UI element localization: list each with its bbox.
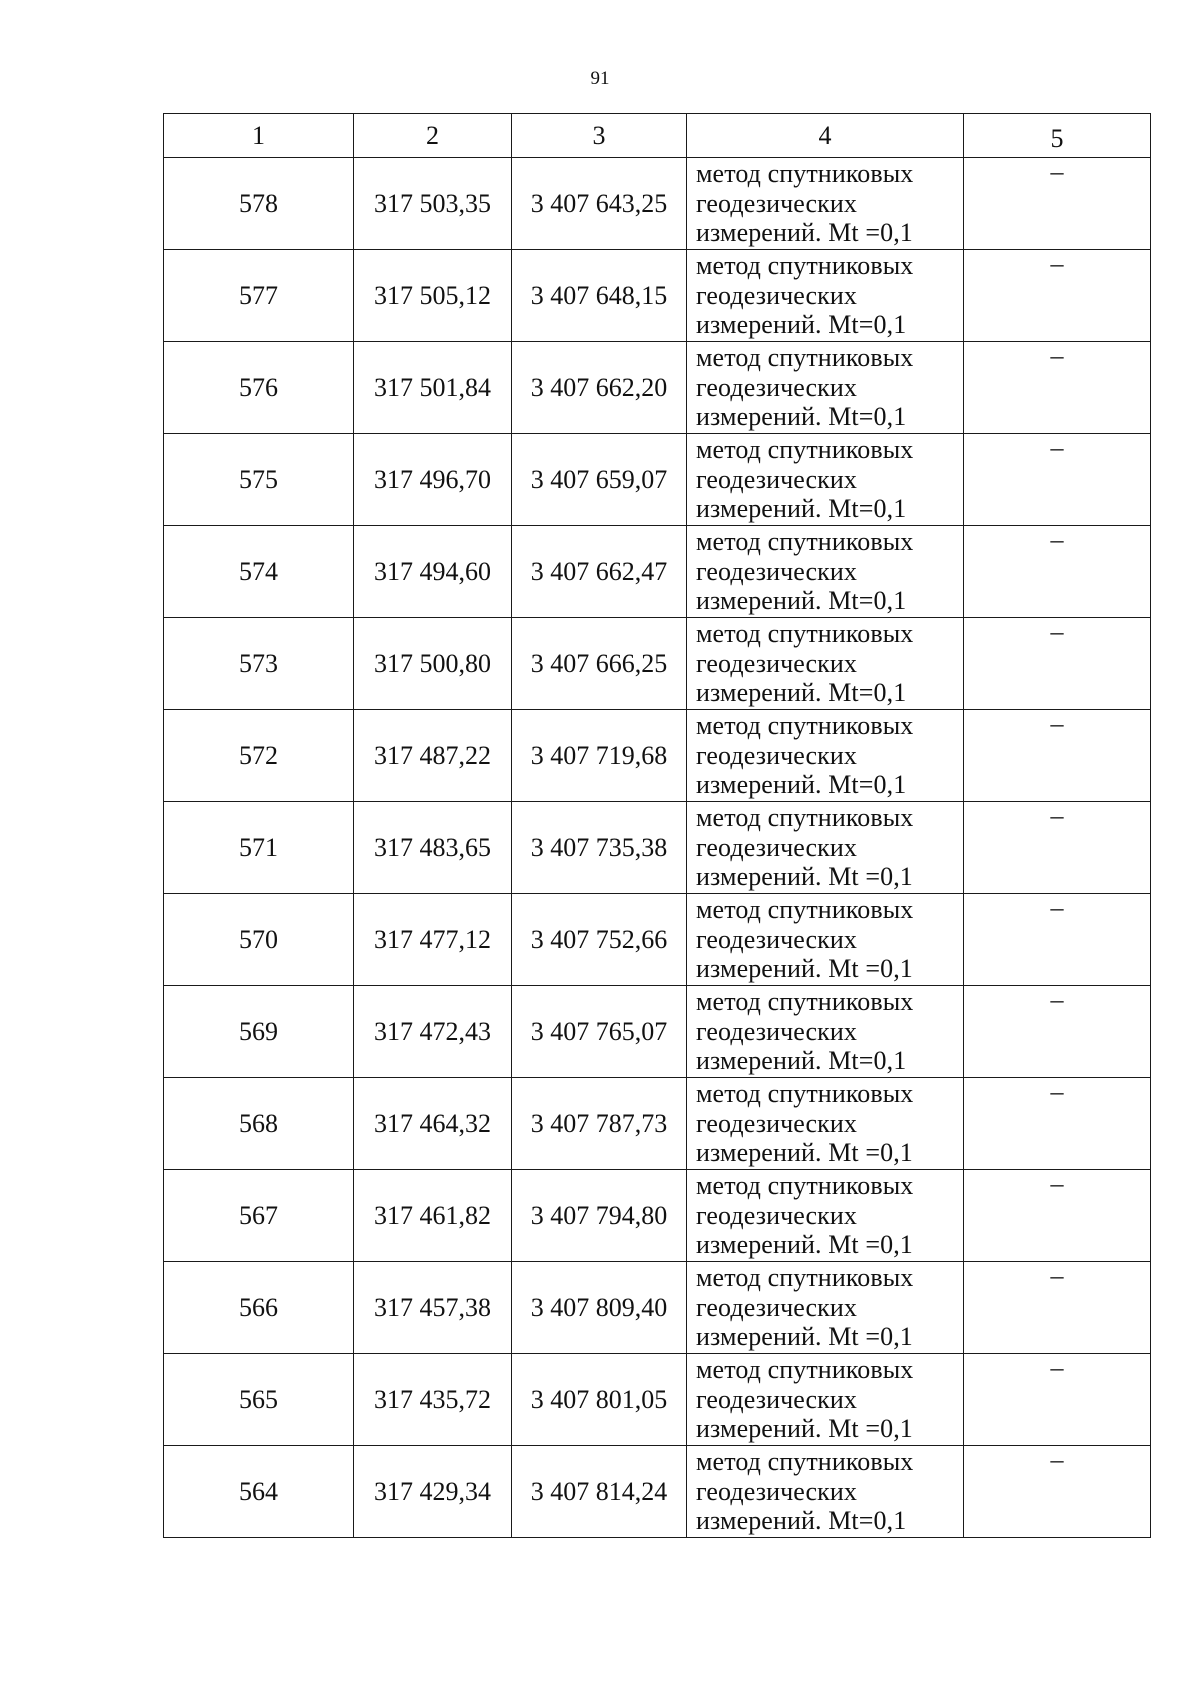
method-line: геодезических [696, 1108, 858, 1138]
y-coordinate-cell: 3 407 814,24 [512, 1446, 687, 1538]
method-cell [687, 342, 964, 434]
method-line: измерений. Mt =0,1 [696, 1138, 913, 1168]
y-coordinate-cell: 3 407 794,80 [512, 1170, 687, 1262]
method-line: измерений. Mt=0,1 [696, 1046, 907, 1076]
note-cell: – [964, 342, 1151, 434]
method-line: геодезических [696, 556, 858, 586]
method-line: метод спутниковых [696, 987, 914, 1017]
y-coordinate-cell: 3 407 809,40 [512, 1262, 687, 1354]
method-cell [687, 894, 964, 986]
point-number-cell: 573 [164, 618, 354, 710]
method-line: метод спутниковых [696, 435, 914, 465]
table-row [164, 158, 1151, 250]
point-number-cell: 577 [164, 250, 354, 342]
note-cell: – [964, 1262, 1151, 1354]
table-row [164, 1354, 1151, 1446]
note-cell: – [964, 158, 1151, 250]
point-number-cell: 569 [164, 986, 354, 1078]
method-line: геодезических [696, 280, 858, 310]
x-coordinate-cell: 317 435,72 [354, 1354, 512, 1446]
y-coordinate-cell: 3 407 735,38 [512, 802, 687, 894]
x-coordinate-cell: 317 472,43 [354, 986, 512, 1078]
table-header-row [164, 114, 1151, 158]
note-cell: – [964, 1354, 1151, 1446]
y-coordinate-cell: 3 407 648,15 [512, 250, 687, 342]
method-line: геодезических [696, 372, 858, 402]
method-line: геодезических [696, 924, 858, 954]
column-header: 3 [512, 114, 687, 158]
method-line: метод спутниковых [696, 619, 914, 649]
column-header: 5 [964, 114, 1151, 158]
note-cell: – [964, 526, 1151, 618]
table-body [164, 158, 1151, 1538]
x-coordinate-cell: 317 496,70 [354, 434, 512, 526]
method-line: метод спутниковых [696, 1355, 914, 1385]
point-number-cell: 567 [164, 1170, 354, 1262]
method-line: измерений. Mt =0,1 [696, 954, 913, 984]
x-coordinate-cell: 317 477,12 [354, 894, 512, 986]
point-number-cell: 576 [164, 342, 354, 434]
method-line: измерений. Mt =0,1 [696, 218, 913, 248]
method-cell [687, 1262, 964, 1354]
method-line: метод спутниковых [696, 1079, 914, 1109]
x-coordinate-cell: 317 457,38 [354, 1262, 512, 1354]
y-coordinate-cell: 3 407 765,07 [512, 986, 687, 1078]
method-cell [687, 986, 964, 1078]
note-cell: – [964, 802, 1151, 894]
table-row [164, 618, 1151, 710]
method-line: метод спутниковых [696, 159, 914, 189]
column-header: 4 [687, 114, 964, 158]
method-line: метод спутниковых [696, 803, 914, 833]
point-number-cell: 578 [164, 158, 354, 250]
method-line: геодезических [696, 1292, 858, 1322]
table-row [164, 1078, 1151, 1170]
method-line: метод спутниковых [696, 343, 914, 373]
method-cell [687, 1170, 964, 1262]
method-cell [687, 1354, 964, 1446]
method-line: геодезических [696, 740, 858, 770]
table-row [164, 250, 1151, 342]
method-cell [687, 158, 964, 250]
note-cell: – [964, 1170, 1151, 1262]
method-line: геодезических [696, 464, 858, 494]
note-cell: – [964, 1446, 1151, 1538]
y-coordinate-cell: 3 407 787,73 [512, 1078, 687, 1170]
table-row [164, 710, 1151, 802]
point-number-cell: 570 [164, 894, 354, 986]
page-number: 91 [590, 68, 610, 89]
method-line: измерений. Mt =0,1 [696, 1322, 913, 1352]
note-cell: – [964, 434, 1151, 526]
point-number-cell: 564 [164, 1446, 354, 1538]
note-cell: – [964, 250, 1151, 342]
y-coordinate-cell: 3 407 662,20 [512, 342, 687, 434]
method-line: измерений. Mt =0,1 [696, 1230, 913, 1260]
x-coordinate-cell: 317 500,80 [354, 618, 512, 710]
y-coordinate-cell: 3 407 662,47 [512, 526, 687, 618]
method-cell [687, 250, 964, 342]
note-cell: – [964, 618, 1151, 710]
method-line: метод спутниковых [696, 1171, 914, 1201]
x-coordinate-cell: 317 429,34 [354, 1446, 512, 1538]
method-line: геодезических [696, 648, 858, 678]
y-coordinate-cell: 3 407 801,05 [512, 1354, 687, 1446]
table-row [164, 342, 1151, 434]
y-coordinate-cell: 3 407 643,25 [512, 158, 687, 250]
x-coordinate-cell: 317 464,32 [354, 1078, 512, 1170]
method-cell [687, 526, 964, 618]
x-coordinate-cell: 317 505,12 [354, 250, 512, 342]
x-coordinate-cell: 317 501,84 [354, 342, 512, 434]
column-header: 2 [354, 114, 512, 158]
note-cell: – [964, 710, 1151, 802]
method-line: измерений. Mt=0,1 [696, 770, 907, 800]
method-line: геодезических [696, 1384, 858, 1414]
point-number-cell: 568 [164, 1078, 354, 1170]
method-cell [687, 802, 964, 894]
note-cell: – [964, 894, 1151, 986]
method-cell [687, 434, 964, 526]
y-coordinate-cell: 3 407 666,25 [512, 618, 687, 710]
method-line: метод спутниковых [696, 1447, 914, 1477]
y-coordinate-cell: 3 407 659,07 [512, 434, 687, 526]
method-cell [687, 618, 964, 710]
method-line: измерений. Mt=0,1 [696, 1506, 907, 1536]
y-coordinate-cell: 3 407 752,66 [512, 894, 687, 986]
table-row [164, 434, 1151, 526]
method-line: метод спутниковых [696, 1263, 914, 1293]
note-cell: – [964, 1078, 1151, 1170]
method-line: измерений. Mt =0,1 [696, 862, 913, 892]
x-coordinate-cell: 317 494,60 [354, 526, 512, 618]
x-coordinate-cell: 317 487,22 [354, 710, 512, 802]
point-number-cell: 575 [164, 434, 354, 526]
method-line: метод спутниковых [696, 711, 914, 741]
y-coordinate-cell: 3 407 719,68 [512, 710, 687, 802]
method-cell [687, 710, 964, 802]
method-line: геодезических [696, 1200, 858, 1230]
method-line: измерений. Mt=0,1 [696, 310, 907, 340]
method-line: метод спутниковых [696, 527, 914, 557]
coordinates-table [163, 113, 1151, 1538]
table-row [164, 894, 1151, 986]
method-line: измерений. Mt=0,1 [696, 586, 907, 616]
method-line: измерений. Mt=0,1 [696, 678, 907, 708]
method-cell [687, 1446, 964, 1538]
method-line: геодезических [696, 1016, 858, 1046]
point-number-cell: 566 [164, 1262, 354, 1354]
x-coordinate-cell: 317 483,65 [354, 802, 512, 894]
method-line: геодезических [696, 1476, 858, 1506]
method-line: геодезических [696, 832, 858, 862]
point-number-cell: 572 [164, 710, 354, 802]
method-line: измерений. Mt =0,1 [696, 1414, 913, 1444]
method-cell [687, 1078, 964, 1170]
x-coordinate-cell: 317 503,35 [354, 158, 512, 250]
column-header: 1 [164, 114, 354, 158]
table-row [164, 1446, 1151, 1538]
table-row [164, 1262, 1151, 1354]
table-row [164, 1170, 1151, 1262]
method-line: метод спутниковых [696, 895, 914, 925]
x-coordinate-cell: 317 461,82 [354, 1170, 512, 1262]
method-line: измерений. Mt=0,1 [696, 402, 907, 432]
point-number-cell: 571 [164, 802, 354, 894]
method-line: геодезических [696, 188, 858, 218]
method-line: измерений. Mt=0,1 [696, 494, 907, 524]
point-number-cell: 565 [164, 1354, 354, 1446]
table-row [164, 526, 1151, 618]
point-number-cell: 574 [164, 526, 354, 618]
table-row [164, 802, 1151, 894]
note-cell: – [964, 986, 1151, 1078]
method-line: метод спутниковых [696, 251, 914, 281]
table-row [164, 986, 1151, 1078]
